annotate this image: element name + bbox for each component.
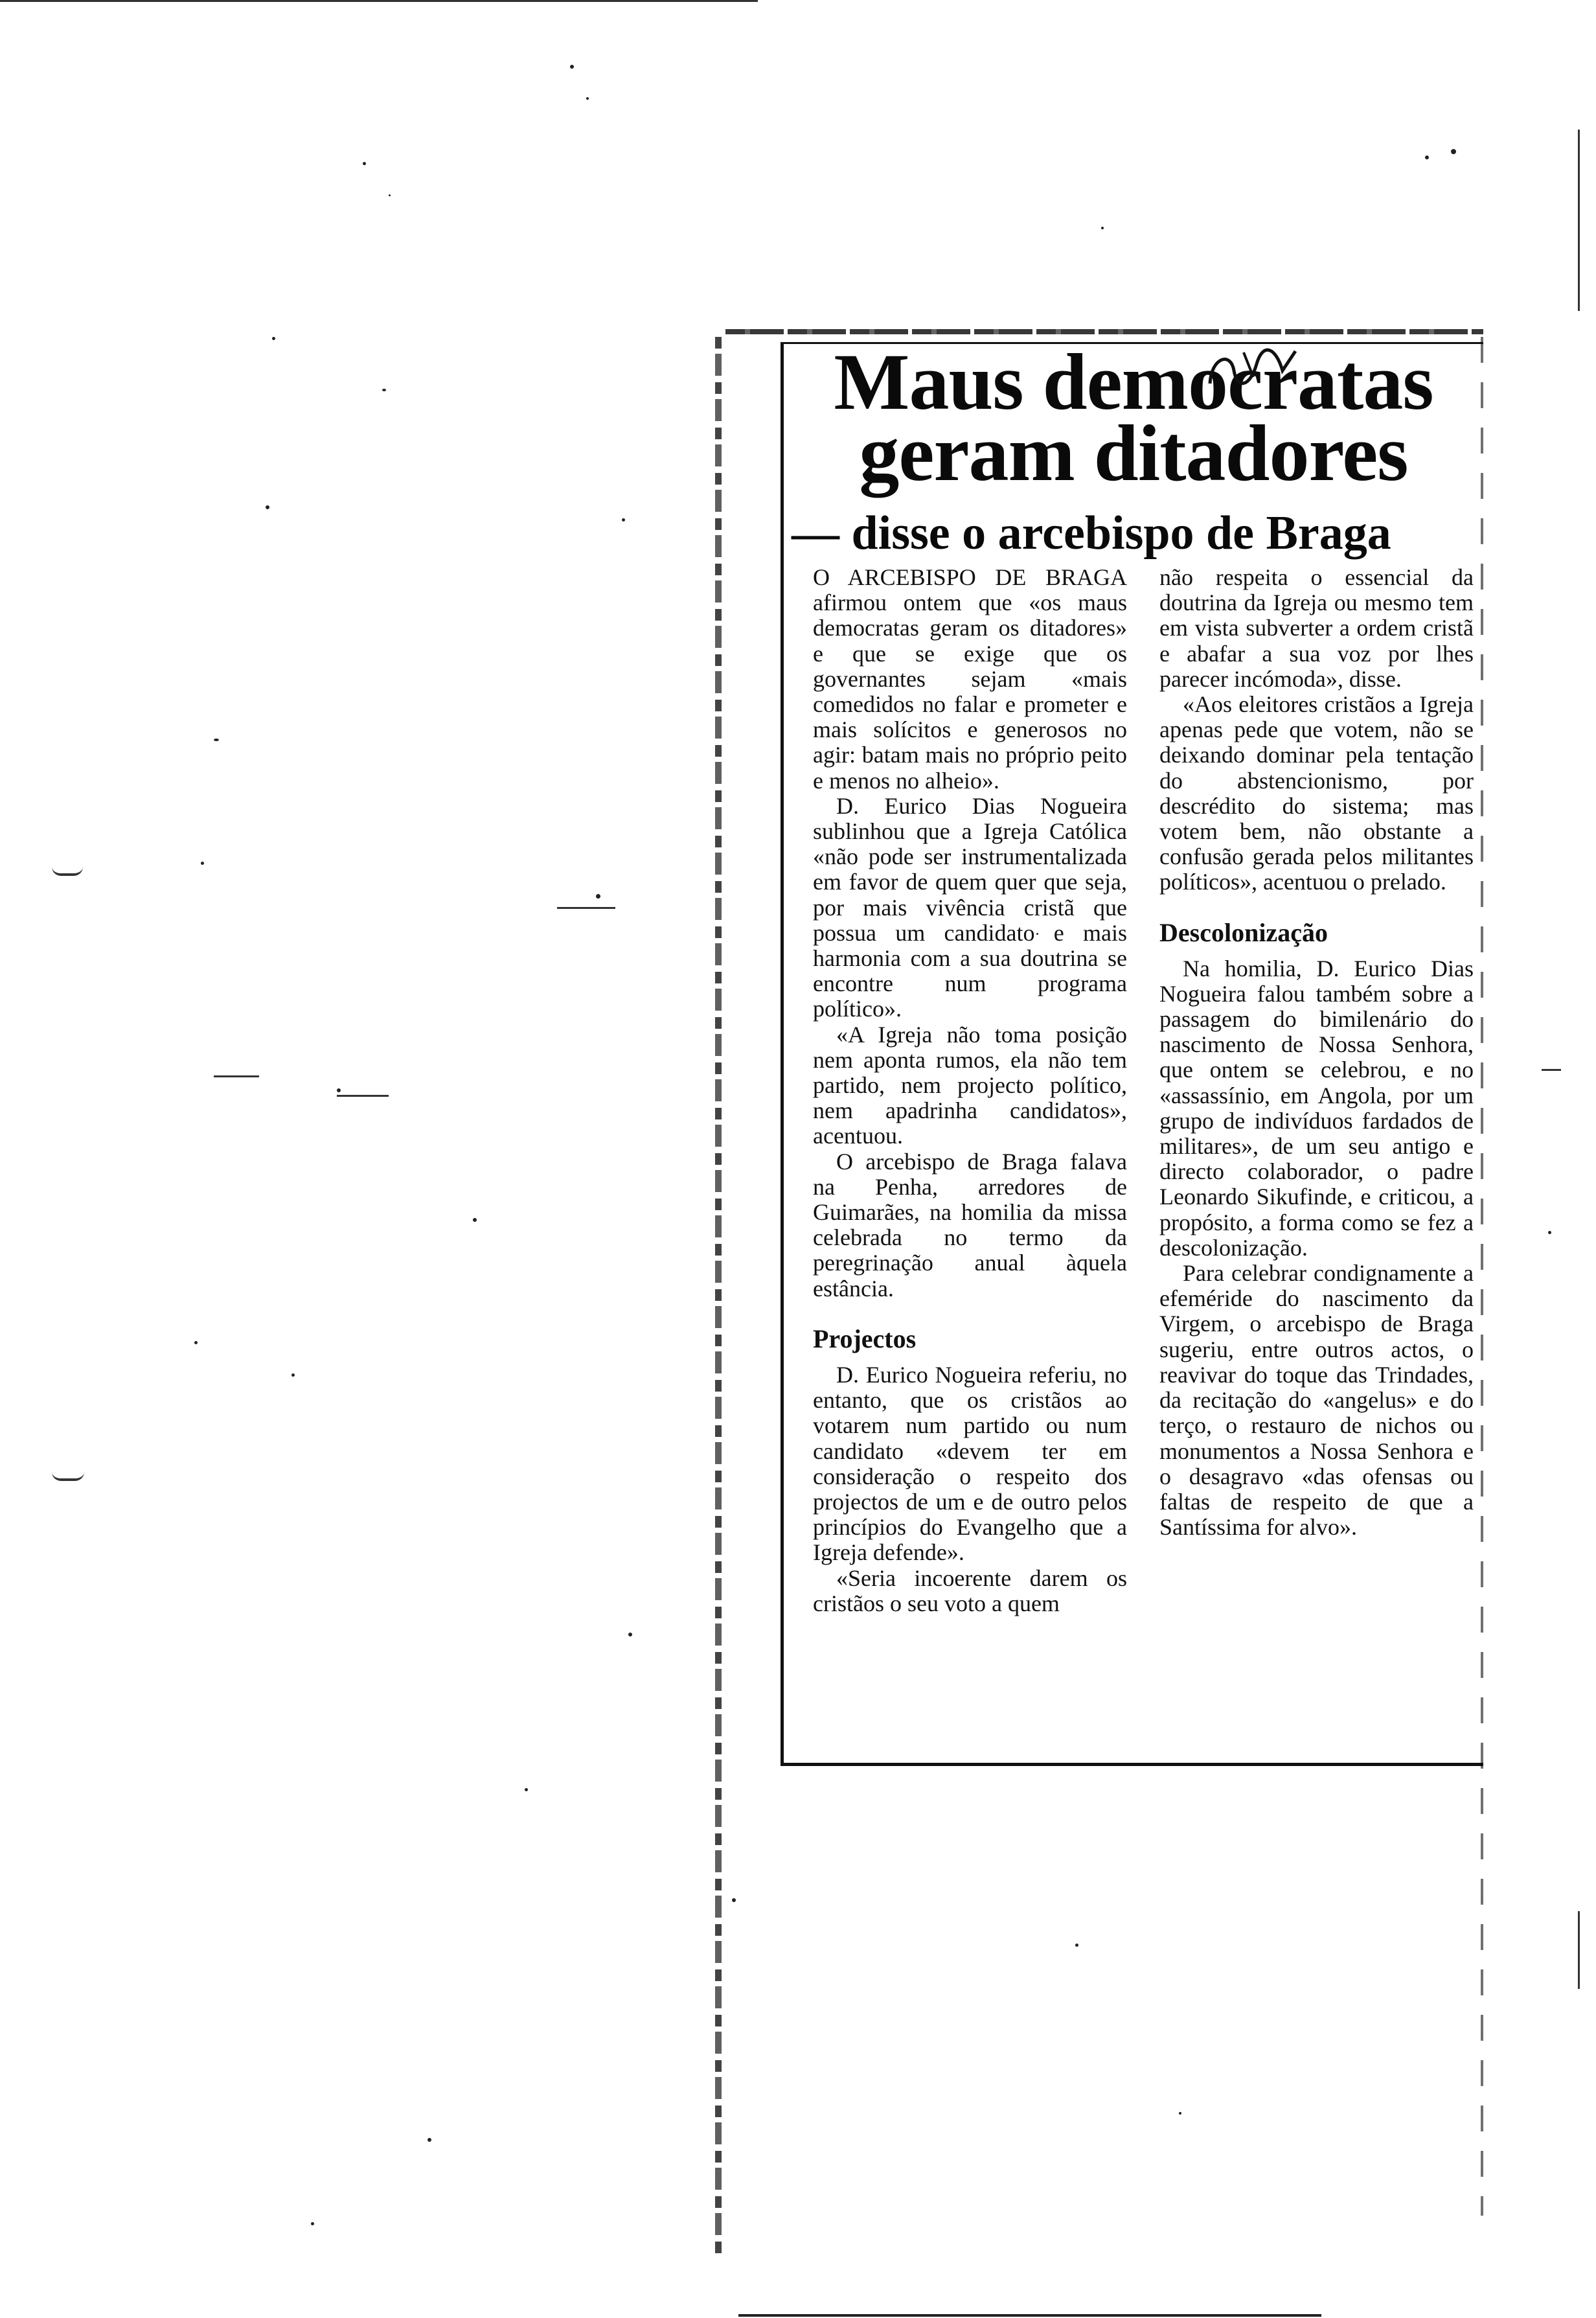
paragraph: «Seria incoerente darem os cristãos o seu voto a quem [813,1565,1127,1616]
headline-line-2: geram ditadores [859,409,1408,498]
paragraph: «A Igreja não toma posição nem aponta rumos, ela não tem partido, nem projecto político, nem apadrinha candidatos», acentuou. [813,1021,1127,1149]
section-heading-descolonizacao: Descolonização [1159,917,1328,947]
handwritten-correction [1205,345,1302,390]
paragraph: O arcebispo de Braga falava na Penha, arredores de Guimarães, na homilia da missa celebrada no termo da peregrinação anual àquela estância. [813,1148,1127,1302]
article-column-right [1159,565,1474,1540]
article-column-left [813,565,1127,1616]
clipping-top-edge [725,329,1483,334]
paragraph: D. Eurico Nogueira referiu, no entanto, que os cristãos ao votarem num partido ou num candidato «devem ter em consideração o respeito dos projectos de um e de outro pelos princípios do Evangelho que a Igreja defende». [813,1361,1127,1566]
paragraph: Para celebrar condignamente a efeméride do nascimento da Virgem, o arcebispo de Braga sugeriu, entre outros actos, o reavivar do toque das Trindades, da recitação do «angelus» e do terço, o restauro de nichos ou monumentos a Nossa Senhora e o desagravo «das ofensas ou faltas de respeito de que a Santíssima for alvo». [1159,1260,1474,1541]
paragraph: «Aos eleitores cristãos a Igreja apenas pede que votem, não se deixando dominar pela tentação do abstencionismo, por descrédito do sistema; mas votem bem, não obstante a confusão gerada pelos militantes políticos», acentuou o prelado. [1159,691,1474,895]
article-headline [790,338,1477,498]
scan-top-border [0,0,758,2]
paragraph: D. Eurico Dias Nogueira sublinhou que a Igreja Católica «não pode ser instrumentalizada em favor de quem quer que seja, por mais vivência cristã que possua um candidato e mais harmonia com a sua doutrina se encontre num programa político». [813,792,1127,1022]
paragraph: não respeita o essencial da doutrina da Igreja ou mesmo tem em vista subverter a ordem cristã e abafar a sua voz por lhes parecer incómoda», disse. [1159,564,1474,692]
section-heading-projectos: Projectos [813,1324,917,1353]
headline-line-1: Maus democratas [834,338,1433,426]
clipping-bottom-edge [738,2314,1321,2318]
article-subheadline: — disse o arcebispo de Braga [792,507,1391,560]
paragraph: O ARCEBISPO DE BRAGA afirmou ontem que «os maus democratas geram os ditadores» e que se exige que os governantes sejam «mais comedidos no falar e prometer e mais solícitos e generosos no agir: batam mais no próprio peito e menos no alheio». [813,564,1127,794]
paragraph: Na homilia, D. Eurico Dias Nogueira falou também sobre a passagem do bimilenário do nascimento de Nossa Senhora, que ontem se celebrou, e no «assassínio, em Angola, por um grupo de indivíduos fardados de militares», de um seu antigo e directo colaborador, o padre Leonardo Sikufinde, e criticou, a propósito, a forma como se fez a descolonização. [1159,955,1474,1261]
clipping-left-edge [715,337,722,2255]
